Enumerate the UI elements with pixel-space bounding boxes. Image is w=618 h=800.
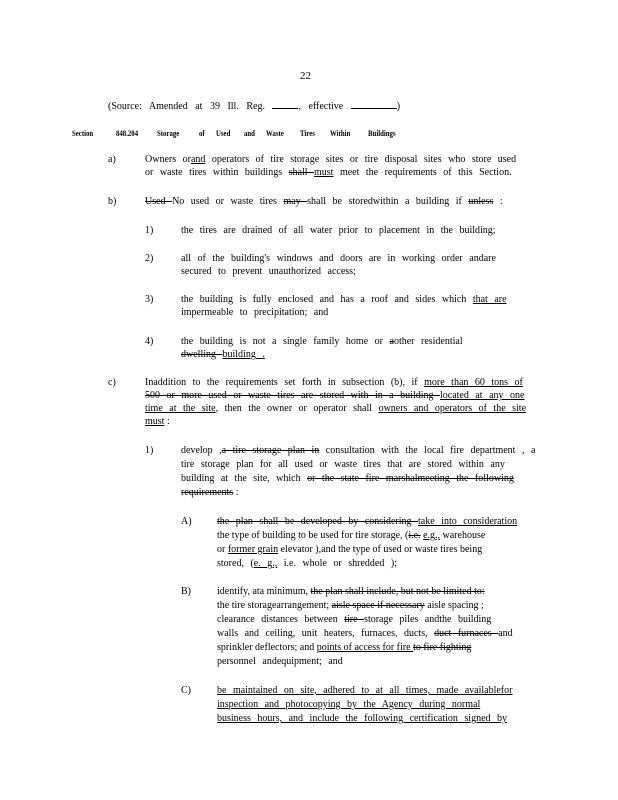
inserted-text: must [145,416,165,427]
text: shall be storedwithin a building if [307,196,469,207]
deleted-text: dwelling [181,349,223,360]
source-effective: , effective [298,101,344,112]
deleted-text: i.e. [408,530,421,541]
section-title-word: of [199,129,205,138]
section-title-word: Tires [300,129,315,138]
subsection-c-line4 [145,415,170,428]
text: consultation with the local fire department , a [319,445,536,456]
item-c1C-line3: business hours, and include the following certification signed by [217,713,508,724]
item-b4-line1 [181,335,463,348]
inserted-text: former grain [227,544,279,555]
deleted-text: a [389,336,394,347]
text: : [235,487,239,498]
item-b1-line1: the tires are drained of all water prior to placement in the building; [181,225,496,236]
item-b2-number: 2) [145,253,154,264]
inserted-text: points of access [316,642,381,653]
source-note [108,98,400,113]
inserted-text: for fire [380,642,414,653]
text: , then the owner or operator shall [215,403,379,414]
subsection-c-line1 [145,376,523,389]
inserted-text: located at any one [440,390,525,401]
inserted-text: must [314,167,334,178]
text: and [498,628,513,639]
text: i.e. whole or shredded ); [277,558,397,569]
item-c1-number: 1) [145,445,154,456]
text: elevator ),and the type of used or waste tires being [278,544,483,555]
text: No used or waste tires [172,196,284,207]
deleted-text: the plan shall be developed by considering [217,516,419,527]
section-label: Section [72,129,94,138]
source-close: ) [396,101,401,112]
inserted-text: owners and operators of the site [378,403,527,414]
section-number: 848.204 [116,129,139,138]
deleted-text: 500 or more used or waste tires are stored with in a building [145,390,440,401]
subsection-a-line1 [145,153,516,166]
subsection-c-line2 [145,389,524,402]
text: the building is not a single family home or [181,336,390,347]
section-title-word: and [244,129,255,138]
subsection-c-label: c) [108,377,116,388]
item-c1B-line4 [217,627,513,640]
text: walls and ceiling, unit heaters, furnaces, ducts, [217,628,435,639]
deleted-text: to fire fighting [413,642,472,653]
source-amended: Amended [148,101,188,112]
text: stored, ( [217,558,254,569]
item-c1B-line6: personnel andequipment; and [217,656,343,667]
text: meet the requirements of this Section. [333,167,512,178]
section-title-word: Waste [266,129,284,138]
item-c1B-line5 [217,641,471,654]
text: operators of tire storage sites or tire disposal sites who store used [205,154,517,165]
subsection-b-line1 [145,195,503,208]
deleted-text: aisle space if necessary [331,600,425,611]
text: develop , [181,445,222,456]
item-c1-line3 [181,472,514,485]
item-b2-line1: all of the building's windows and doors are in working order andare [181,253,496,264]
text: storage piles andthe building [364,614,492,625]
item-b3-line2: impermeable to precipitation; and [181,307,329,318]
deleted-text: duct furnaces [434,628,499,639]
item-c1-line2: tire storage plan for all used or waste tires that are stored within any [181,459,505,470]
item-b4-number: 4) [145,336,154,347]
item-c1A-line2 [217,529,485,542]
text: : [499,196,503,207]
source-reg: at 39 Ill. Reg. [195,101,265,112]
item-c1C-line2: inspection and photocopying by the Agency during normal [217,699,481,710]
deleted-text: the plan shall include, but not be limited to: [310,586,485,597]
item-c1B-line3 [217,613,491,626]
item-c1C-number: C) [181,685,191,696]
effective-blank [351,98,397,109]
source-open: (Source: [108,101,142,112]
text: or [217,544,228,555]
item-c1A-line4 [217,557,397,570]
deleted-text: or the state fire marshalmeeting the following [307,473,514,484]
text: sprinkler deflectors; and [217,642,317,653]
inserted-text: building . [222,349,265,360]
inserted-text: e.g., [423,530,441,541]
inserted-text: that are [472,294,507,305]
item-b2-line2: secured to prevent unauthorized access; [181,266,356,277]
text: the type of building to be used for tire storage, ( [217,530,409,541]
item-c1A-line3 [217,543,482,556]
item-b3-line1 [181,293,507,306]
inserted-text: time at the site [145,403,216,414]
inserted-text: e. g., [253,558,278,569]
inserted-text: more than 60 tons of [424,377,523,388]
text: Inaddition to the requirements set forth in subsection (b), if [145,377,425,388]
deleted-text: a tire storage plan in [221,445,320,456]
deleted-text: may [283,196,308,207]
item-c1A-number: A) [181,516,192,527]
subsection-a-line2 [145,166,512,179]
subsection-c-line3 [145,402,526,415]
section-title-word: Storage [157,129,180,138]
item-c1-line1 [181,444,535,457]
subsection-b-label: b) [108,196,117,207]
item-c1C-line1: be maintained on site, adhered to at all times, made availablefor [217,685,513,696]
item-c1B-line1 [217,585,485,598]
deleted-text: Used [145,196,173,207]
section-title-word: Used [216,129,231,138]
deleted-text: tire [344,614,365,625]
text: building at the site, which [181,473,308,484]
item-c1-line4 [181,486,238,499]
inserted-text: take into consideration [418,516,518,527]
section-title-word: Buildings [368,129,396,138]
item-c1B-line2 [217,599,484,612]
text: : [166,416,170,427]
text: other residential [393,336,463,347]
text: clearance distances between [217,614,345,625]
item-c1B-number: B) [181,586,191,597]
text: the building is fully enclosed and has a roof and sides which [181,294,473,305]
text: warehouse [440,530,486,541]
text: identify, ata minimum, [217,586,311,597]
deleted-text: requirements [181,487,234,498]
deleted-text: shall [288,167,314,178]
text: Owners or [145,154,191,165]
text: or waste tires within buildings [145,167,289,178]
section-title-word: Within [330,129,351,138]
item-b1-number: 1) [145,225,154,236]
item-b3-number: 3) [145,294,154,305]
subsection-a-label: a) [108,154,116,165]
item-c1A-line1 [217,515,517,528]
text: aisle spacing ; [424,600,484,611]
inserted-text: and [190,154,206,165]
page-number: 22 [300,70,311,82]
reg-blank [272,98,298,109]
text: the tire storagearrangement; [217,600,332,611]
item-b4-line2 [181,348,265,361]
deleted-text: unless [468,196,494,207]
